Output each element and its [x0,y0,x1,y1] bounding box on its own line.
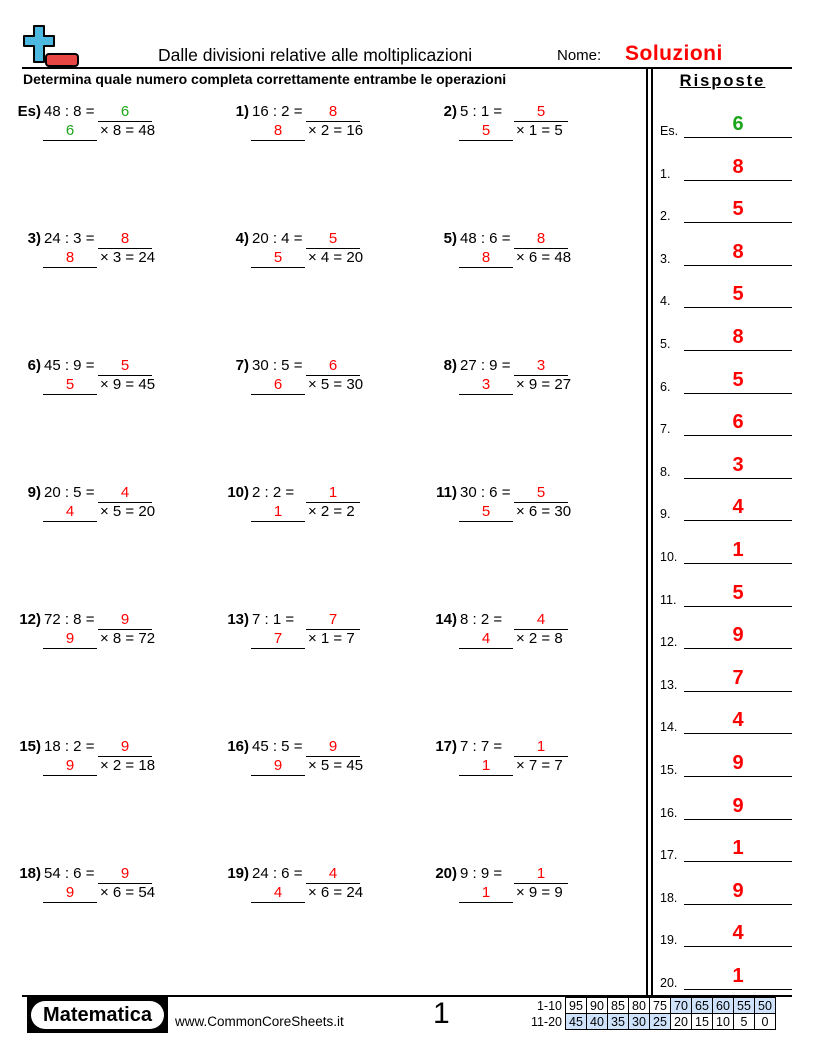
answer-label: 19. [660,933,678,948]
multiplication-expression: × 2 = 8 [516,630,563,647]
factor-answer-field[interactable]: 6 [43,122,97,141]
multiplication-expression: × 5 = 20 [100,503,156,520]
quotient-answer-field[interactable]: 6 [306,357,360,376]
answer-field[interactable]: 9 [684,622,792,649]
plus-minus-logo-icon [22,24,80,68]
problem-item [424,738,624,788]
quotient-answer-field[interactable]: 9 [98,865,152,884]
answer-field[interactable]: 8 [684,154,792,181]
score-cell: 35 [608,1014,629,1030]
division-expression: 16 : 2 = [252,103,303,120]
problem-number: Es) [17,103,41,120]
multiplication-expression: × 8 = 48 [100,122,156,139]
problem-number: 13) [227,611,249,628]
problem-number: 8) [443,357,457,374]
score-cell: 75 [650,998,671,1014]
multiplication-expression: × 4 = 20 [308,249,364,266]
problem-item [8,484,208,534]
problem-item [216,738,416,788]
factor-answer-field[interactable]: 9 [43,757,97,776]
problem-number: 19) [227,865,249,882]
multiplication-expression: × 2 = 18 [100,757,156,774]
problem-number: 9) [27,484,41,501]
quotient-answer-field[interactable]: 3 [514,357,568,376]
problem-item [8,611,208,661]
quotient-answer-field[interactable]: 4 [306,865,360,884]
problem-number: 14) [435,611,457,628]
division-expression: 20 : 4 = [252,230,303,247]
answer-field[interactable]: 9 [684,793,792,820]
factor-answer-field[interactable]: 7 [251,630,305,649]
multiplication-expression: × 9 = 9 [516,884,563,901]
problem-item [216,611,416,661]
quotient-answer-field[interactable]: 5 [98,357,152,376]
problem-item [8,865,208,915]
answer-row [660,236,792,266]
score-cell: 45 [566,1014,587,1030]
problem-number: 20) [435,865,457,882]
quotient-answer-field[interactable]: 7 [306,611,360,630]
multiplication-expression: × 6 = 54 [100,884,156,901]
division-expression: 5 : 1 = [460,103,503,120]
quotient-answer-field[interactable]: 9 [98,738,152,757]
answer-field[interactable]: 1 [684,835,792,862]
answer-row [660,577,792,607]
division-expression: 18 : 2 = [44,738,95,755]
score-cell: 10 [713,1014,734,1030]
quotient-answer-field[interactable]: 4 [98,484,152,503]
division-expression: 48 : 6 = [460,230,511,247]
answer-label: 7. [660,422,671,437]
answer-label: 14. [660,720,678,735]
answer-label: 9. [660,507,671,522]
answer-field[interactable]: 6 [684,111,792,138]
multiplication-expression: × 3 = 24 [100,249,156,266]
multiplication-expression: × 7 = 7 [516,757,563,774]
problem-item [424,484,624,534]
problem-number: 6) [27,357,41,374]
problem-item [424,611,624,661]
factor-answer-field[interactable]: 5 [43,376,97,395]
division-expression: 24 : 3 = [44,230,95,247]
multiplication-expression: × 6 = 30 [516,503,572,520]
answer-row [660,619,792,649]
answer-field[interactable]: 9 [684,750,792,777]
answer-label: 4. [660,294,671,309]
division-expression: 30 : 5 = [252,357,303,374]
quotient-answer-field[interactable]: 1 [306,484,360,503]
name-label: Nome: [557,47,602,64]
factor-answer-field[interactable]: 9 [43,884,97,903]
problem-number: 2) [443,103,457,120]
problem-number: 4) [235,230,249,247]
answer-label: 11. [660,592,677,607]
factor-answer-field[interactable]: 4 [43,503,97,522]
answer-field[interactable]: 8 [684,239,792,266]
worksheet-title: Dalle divisioni relative alle moltiplicazioni [158,45,473,65]
score-cell: 90 [587,998,608,1014]
factor-answer-field[interactable]: 9 [251,757,305,776]
quotient-answer-field[interactable]: 5 [514,103,568,122]
problem-item [424,865,624,915]
page-number: 1 [433,997,450,1030]
problem-item [424,103,624,153]
answers-divider [646,69,648,995]
answer-label: 12. [660,635,678,650]
header-divider [22,67,792,69]
quotient-answer-field[interactable]: 8 [514,230,568,249]
score-cell: 20 [671,1014,692,1030]
problem-number: 5) [443,230,457,247]
quotient-answer-field[interactable]: 9 [306,738,360,757]
factor-answer-field[interactable]: 4 [251,884,305,903]
score-table [526,997,776,1030]
quotient-answer-field[interactable]: 6 [98,103,152,122]
multiplication-expression: × 9 = 45 [100,376,156,393]
factor-answer-field[interactable]: 8 [251,122,305,141]
score-row [526,998,776,1014]
factor-answer-field[interactable]: 8 [43,249,97,268]
answer-row [660,747,792,777]
name-value: Soluzioni [625,42,723,65]
quotient-answer-field[interactable]: 5 [514,484,568,503]
score-cell: 25 [650,1014,671,1030]
answer-label: 8. [660,464,671,479]
answer-row [660,960,792,990]
score-cell: 5 [734,1014,755,1030]
score-row-label: 11-20 [530,1014,562,1029]
multiplication-expression: × 2 = 2 [308,503,355,520]
multiplication-expression: × 1 = 7 [308,630,355,647]
answer-row [660,832,792,862]
division-expression: 48 : 8 = [44,103,95,120]
score-cell: 30 [629,1014,650,1030]
quotient-answer-field[interactable]: 8 [98,230,152,249]
factor-answer-field[interactable]: 5 [459,122,513,141]
problem-number: 18) [19,865,41,882]
multiplication-expression: × 9 = 27 [516,376,572,393]
multiplication-expression: × 2 = 16 [308,122,364,139]
factor-answer-field[interactable]: 3 [459,376,513,395]
problem-number: 11) [436,484,457,501]
answer-field[interactable]: 3 [684,452,792,479]
answer-label: 2. [660,209,671,224]
answer-row [660,321,792,351]
problem-item [8,103,208,153]
answer-label: 16. [660,805,678,820]
problem-item [216,484,416,534]
answer-label: 6. [660,379,671,394]
problem-item [8,357,208,407]
division-expression: 45 : 5 = [252,738,303,755]
answer-row [660,193,792,223]
factor-answer-field[interactable]: 1 [459,757,513,776]
multiplication-expression: × 6 = 24 [308,884,364,901]
answer-row [660,662,792,692]
answer-field[interactable]: 1 [684,963,792,990]
answer-row [660,875,792,905]
division-expression: 8 : 2 = [460,611,503,628]
problem-number: 16) [227,738,249,755]
answer-label: Es. [660,124,679,138]
answer-field[interactable]: 9 [684,878,792,905]
answer-row [660,534,792,564]
quotient-answer-field[interactable]: 8 [306,103,360,122]
score-cell: 85 [608,998,629,1014]
answer-label: 5. [660,337,671,351]
answer-row [660,449,792,479]
score-cell: 70 [671,998,692,1014]
division-expression: 72 : 8 = [44,611,95,628]
instructions: Determina quale numero completa correttamente entrambe le operazioni [23,71,507,87]
score-row [526,1014,776,1030]
quotient-answer-field[interactable]: 1 [514,738,568,757]
answer-field[interactable]: 6 [684,409,792,436]
multiplication-expression: × 5 = 45 [308,757,364,774]
quotient-answer-field[interactable]: 4 [514,611,568,630]
problem-item [424,230,624,280]
answer-field[interactable]: 8 [684,324,792,351]
problem-number: 1) [235,103,249,120]
answer-label: 10. [660,550,678,564]
score-row-label: 1-10 [536,998,562,1013]
brand-label: Matematica [31,1001,164,1029]
answer-label: 15. [660,763,678,777]
division-expression: 30 : 6 = [460,484,511,501]
answer-row [660,704,792,734]
answer-field[interactable]: 4 [684,920,792,947]
answer-row [660,406,792,436]
factor-answer-field[interactable]: 1 [251,503,305,522]
answer-field[interactable]: 5 [684,367,792,394]
problem-item [216,357,416,407]
problem-item [216,103,416,153]
score-cell: 65 [692,998,713,1014]
answer-row [660,278,792,308]
answer-label: 17. [660,848,678,863]
answer-field[interactable]: 5 [684,196,792,223]
problem-item [8,738,208,788]
problem-number: 12) [19,611,41,628]
answer-field[interactable]: 7 [684,665,792,692]
answers-divider [651,69,653,995]
quotient-answer-field[interactable]: 1 [514,865,568,884]
answer-row [660,108,792,138]
division-expression: 54 : 6 = [44,865,95,882]
factor-answer-field[interactable]: 6 [251,376,305,395]
problem-number: 17) [435,738,457,755]
multiplication-expression: × 6 = 48 [516,249,572,266]
division-expression: 45 : 9 = [44,357,95,374]
problem-number: 7) [235,357,249,374]
problem-item [424,357,624,407]
problem-number: 3) [27,230,41,247]
problem-item [8,230,208,280]
division-expression: 9 : 9 = [460,865,503,882]
problem-number: 10) [227,484,249,501]
multiplication-expression: × 5 = 30 [308,376,364,393]
score-cell: 0 [755,1014,776,1030]
factor-answer-field[interactable]: 9 [43,630,97,649]
multiplication-expression: × 8 = 72 [100,630,156,647]
division-expression: 24 : 6 = [252,865,303,882]
factor-answer-field[interactable]: 1 [459,884,513,903]
quotient-answer-field[interactable]: 5 [306,230,360,249]
factor-answer-field[interactable]: 4 [459,630,513,649]
answer-field[interactable]: 4 [684,494,792,521]
factor-answer-field[interactable]: 8 [459,249,513,268]
score-cell: 95 [566,998,587,1014]
problem-item [216,865,416,915]
answer-field[interactable]: 5 [684,281,792,308]
division-expression: 20 : 5 = [44,484,95,501]
division-expression: 7 : 7 = [460,738,503,755]
answer-label: 18. [660,890,678,905]
answer-row [660,790,792,820]
answer-label: 3. [660,251,671,266]
answer-row [660,491,792,521]
answers-title: Risposte [679,72,766,90]
division-expression: 2 : 2 = [252,484,295,501]
answer-row [660,917,792,947]
problem-number: 15) [19,738,41,755]
score-cell: 50 [755,998,776,1014]
score-cell: 40 [587,1014,608,1030]
score-cell: 60 [713,998,734,1014]
score-cell: 55 [734,998,755,1014]
score-cell: 15 [692,1014,713,1030]
factor-answer-field[interactable]: 5 [459,503,513,522]
answer-field[interactable]: 5 [684,580,792,607]
division-expression: 7 : 1 = [252,611,295,628]
answer-label: 1. [660,166,671,181]
answer-row [660,151,792,181]
answer-field[interactable]: 4 [684,707,792,734]
factor-answer-field[interactable]: 5 [251,249,305,268]
answer-row [660,364,792,394]
division-expression: 27 : 9 = [460,357,511,374]
answer-label: 13. [660,677,678,692]
site-link[interactable]: www.CommonCoreSheets.it [175,1014,344,1029]
answer-label: 20. [660,976,678,990]
answer-field[interactable]: 1 [684,537,792,564]
quotient-answer-field[interactable]: 9 [98,611,152,630]
multiplication-expression: × 1 = 5 [516,122,563,139]
problem-item [216,230,416,280]
score-cell: 80 [629,998,650,1014]
